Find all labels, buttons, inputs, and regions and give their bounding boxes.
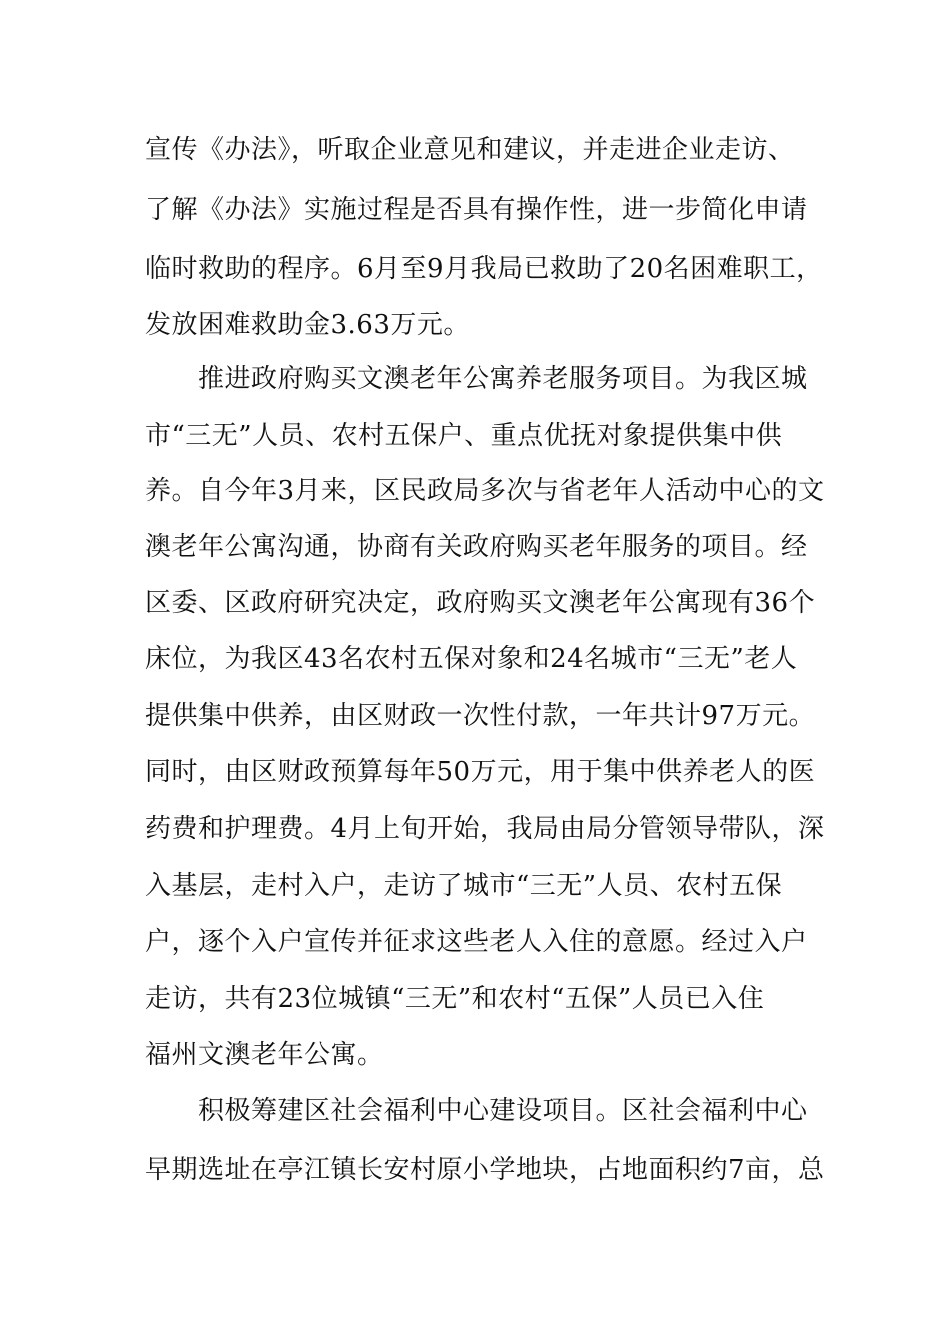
text-line: 区委、区政府研究决定，政府购买文澳老年公寓现有36个	[145, 588, 816, 618]
text-line: 户，逐个入户宣传并征求这些老人入住的意愿。经过入户	[145, 927, 808, 957]
text-line: 床位，为我区43名农村五保对象和24名城市“三无”老人	[145, 644, 798, 674]
paragraph-first-line: 积极筹建区社会福利中心建设项目。区社会福利中心	[198, 1096, 808, 1126]
text-line: 入基层，走村入户，走访了城市“三无”人员、农村五保	[145, 871, 783, 901]
text-line: 临时救助的程序。6月至9月我局已救助了20名困难职工，	[145, 254, 823, 284]
text-line: 了解《办法》实施过程是否具有操作性，进一步简化申请	[145, 195, 808, 225]
text-line: 养。自今年3月来，区民政局多次与省老年人活动中心的文	[145, 476, 825, 506]
text-line: 福州文澳老年公寓。	[145, 1040, 384, 1070]
text-line: 药费和护理费。4月上旬开始，我局由局分管领导带队，深	[145, 814, 825, 844]
text-line: 同时，由区财政预算每年50万元，用于集中供养老人的医	[145, 757, 816, 787]
text-line: 发放困难救助金3.63万元。	[145, 310, 470, 340]
text-line: 宣传《办法》，听取企业意见和建议，并走进企业走访、	[145, 135, 795, 165]
text-line: 市“三无”人员、农村五保户、重点优抚对象提供集中供	[145, 421, 783, 451]
text-line: 走访，共有23位城镇“三无”和农村“五保”人员已入住	[145, 984, 765, 1014]
text-line: 早期选址在亭江镇长安村原小学地块，占地面积约7亩，总	[145, 1155, 825, 1185]
text-line: 提供集中供养，由区财政一次性付款，一年共计97万元。	[145, 701, 816, 731]
paragraph-first-line: 推进政府购买文澳老年公寓养老服务项目。为我区城	[198, 364, 808, 394]
text-line: 澳老年公寓沟通，协商有关政府购买老年服务的项目。经	[145, 532, 808, 562]
